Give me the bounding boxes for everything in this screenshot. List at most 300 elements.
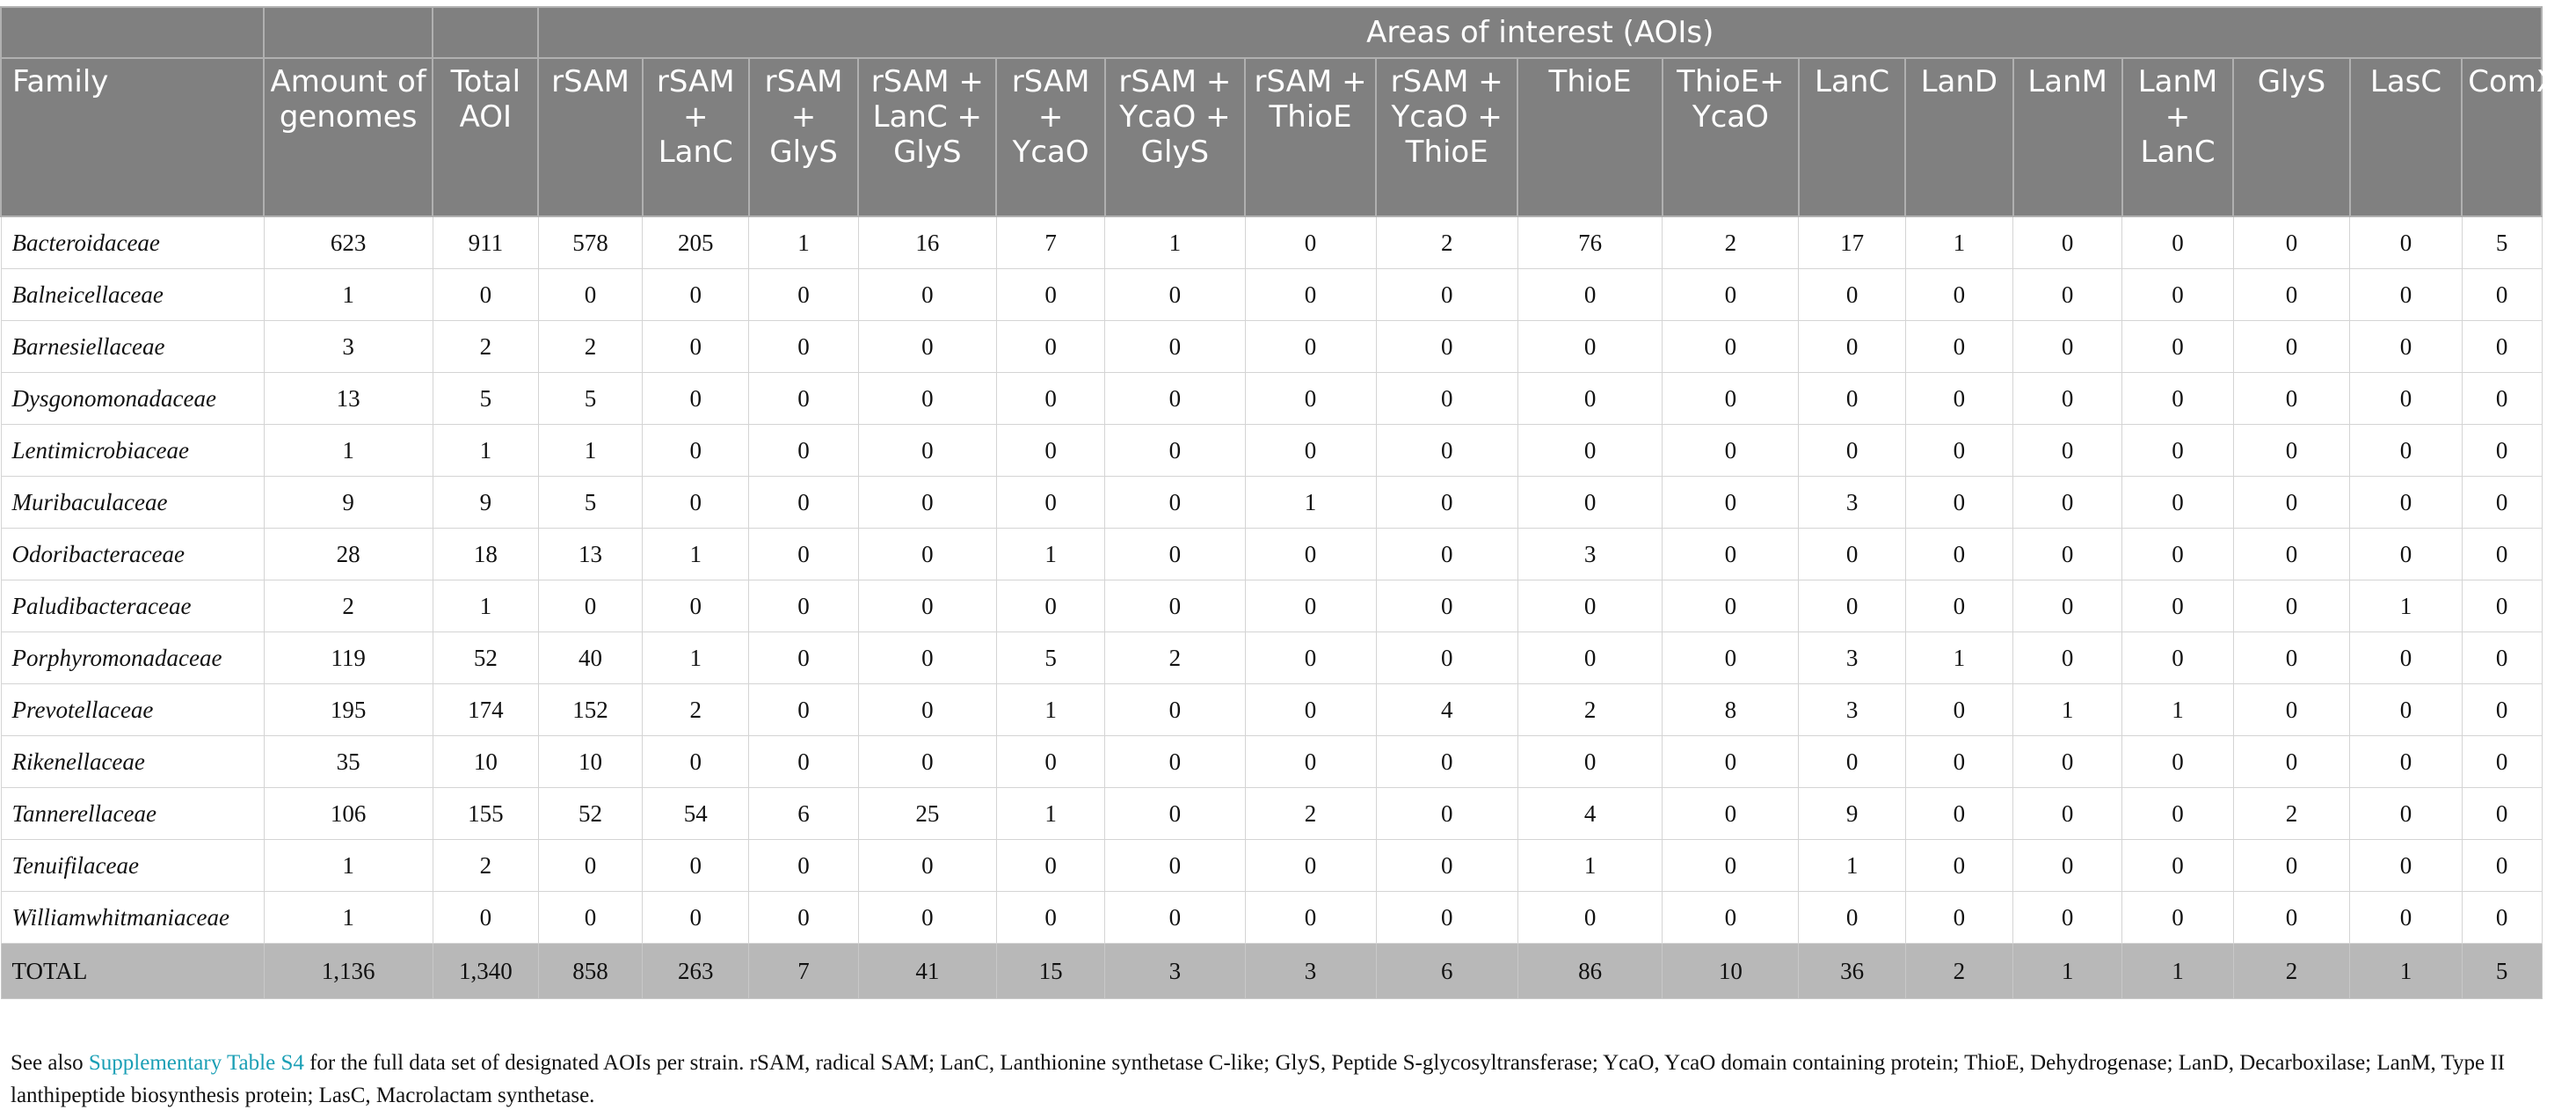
cell-rsam-ycao-thioe: 6 <box>1376 944 1517 999</box>
cell-rsam-ycao-glys: 0 <box>1105 529 1245 580</box>
column-header-rsam-thioe: rSAM + ThioE <box>1245 58 1376 216</box>
cell-rsam-glys: 0 <box>749 632 858 684</box>
cell-thioe-ycao: 0 <box>1663 736 1799 788</box>
cell-thioe: 0 <box>1517 425 1662 477</box>
cell-thioe: 0 <box>1517 477 1662 529</box>
cell-rsam-ycao: 0 <box>996 892 1104 944</box>
cell-lanm: 0 <box>2013 788 2122 840</box>
column-header-lanc: LanC <box>1799 58 1905 216</box>
cell-thioe-ycao: 8 <box>1663 684 1799 736</box>
cell-rsam-glys: 6 <box>749 788 858 840</box>
cell-amount-of-genomes: 2 <box>264 580 433 632</box>
cell-amount-of-genomes: 623 <box>264 216 433 269</box>
cell-lanm-lanc: 0 <box>2122 840 2233 892</box>
cell-lanc: 0 <box>1799 373 1905 425</box>
cell-rsam-lanc: 0 <box>643 269 749 321</box>
cell-rsam-thioe: 0 <box>1245 373 1376 425</box>
cell-rsam-glys: 0 <box>749 373 858 425</box>
table-footnote <box>11 1047 2525 1112</box>
cell-lasc: 0 <box>2350 425 2462 477</box>
cell-thioe: 2 <box>1517 684 1662 736</box>
cell-rsam-ycao: 0 <box>996 373 1104 425</box>
cell-rsam-lanc-glys: 41 <box>858 944 996 999</box>
cell-lanm: 0 <box>2013 736 2122 788</box>
cell-glys: 0 <box>2233 580 2350 632</box>
cell-rsam-glys: 0 <box>749 580 858 632</box>
cell-rsam-ycao-thioe: 0 <box>1376 632 1517 684</box>
cell-lanm: 0 <box>2013 892 2122 944</box>
cell-rsam-lanc-glys: 0 <box>858 840 996 892</box>
cell-rsam: 0 <box>538 269 642 321</box>
cell-rsam-ycao-thioe: 0 <box>1376 580 1517 632</box>
cell-comx1: 0 <box>2462 684 2542 736</box>
cell-glys: 0 <box>2233 529 2350 580</box>
cell-land: 0 <box>1905 321 2012 373</box>
cell-rsam-ycao-thioe: 0 <box>1376 477 1517 529</box>
family-name: Bacteroidaceae <box>1 216 264 269</box>
cell-rsam-lanc: 263 <box>643 944 749 999</box>
cell-rsam: 0 <box>538 580 642 632</box>
cell-comx1: 0 <box>2462 892 2542 944</box>
cell-thioe-ycao: 0 <box>1663 321 1799 373</box>
cell-glys: 0 <box>2233 892 2350 944</box>
cell-lasc: 0 <box>2350 788 2462 840</box>
cell-rsam-glys: 0 <box>749 425 858 477</box>
cell-rsam-ycao: 1 <box>996 788 1104 840</box>
cell-total-aoi: 2 <box>433 321 538 373</box>
cell-amount-of-genomes: 1,136 <box>264 944 433 999</box>
cell-amount-of-genomes: 13 <box>264 373 433 425</box>
cell-rsam-glys: 0 <box>749 529 858 580</box>
cell-thioe: 0 <box>1517 580 1662 632</box>
cell-glys: 0 <box>2233 269 2350 321</box>
cell-rsam: 0 <box>538 840 642 892</box>
cell-rsam-thioe: 0 <box>1245 321 1376 373</box>
cell-rsam-ycao: 5 <box>996 632 1104 684</box>
column-header-rsam-lanc-glys: rSAM + LanC + GlyS <box>858 58 996 216</box>
cell-rsam-ycao-thioe: 0 <box>1376 788 1517 840</box>
family-name: Prevotellaceae <box>1 684 264 736</box>
aoi-table <box>0 6 2576 999</box>
cell-glys: 0 <box>2233 216 2350 269</box>
cell-land: 0 <box>1905 580 2012 632</box>
cell-total-aoi: 18 <box>433 529 538 580</box>
cell-rsam-lanc-glys: 0 <box>858 684 996 736</box>
cell-thioe-ycao: 0 <box>1663 788 1799 840</box>
cell-glys: 0 <box>2233 373 2350 425</box>
cell-lanm: 0 <box>2013 373 2122 425</box>
family-name: Tannerellaceae <box>1 788 264 840</box>
cell-thioe: 4 <box>1517 788 1662 840</box>
cell-thioe-ycao: 0 <box>1663 529 1799 580</box>
cell-rsam-glys: 0 <box>749 684 858 736</box>
cell-lanm-lanc: 1 <box>2122 684 2233 736</box>
cell-rsam-thioe: 3 <box>1245 944 1376 999</box>
cell-thioe-ycao: 0 <box>1663 892 1799 944</box>
cell-amount-of-genomes: 28 <box>264 529 433 580</box>
cell-amount-of-genomes: 119 <box>264 632 433 684</box>
cell-land: 0 <box>1905 892 2012 944</box>
group-header-row <box>1 7 2542 58</box>
cell-comx1: 0 <box>2462 736 2542 788</box>
cell-rsam-glys: 1 <box>749 216 858 269</box>
cell-rsam-lanc-glys: 0 <box>858 269 996 321</box>
cell-rsam-ycao: 0 <box>996 477 1104 529</box>
table-row <box>1 321 2542 373</box>
cell-lanm-lanc: 0 <box>2122 892 2233 944</box>
cell-rsam-ycao-thioe: 4 <box>1376 684 1517 736</box>
cell-rsam-ycao-thioe: 0 <box>1376 736 1517 788</box>
cell-amount-of-genomes: 195 <box>264 684 433 736</box>
table-row <box>1 788 2542 840</box>
cell-thioe-ycao: 10 <box>1663 944 1799 999</box>
cell-lanm: 0 <box>2013 580 2122 632</box>
cell-lanc: 0 <box>1799 736 1905 788</box>
cell-amount-of-genomes: 9 <box>264 477 433 529</box>
cell-comx1: 0 <box>2462 580 2542 632</box>
cell-land: 2 <box>1905 944 2012 999</box>
table-row <box>1 216 2542 269</box>
cell-lanm: 0 <box>2013 269 2122 321</box>
cell-rsam-thioe: 0 <box>1245 580 1376 632</box>
cell-rsam: 0 <box>538 892 642 944</box>
cell-rsam-ycao-glys: 0 <box>1105 321 1245 373</box>
cell-lanc: 36 <box>1799 944 1905 999</box>
cell-comx1: 0 <box>2462 269 2542 321</box>
cell-lanm-lanc: 0 <box>2122 216 2233 269</box>
column-header-family: Family <box>1 58 264 216</box>
cell-thioe-ycao: 0 <box>1663 269 1799 321</box>
cell-thioe: 0 <box>1517 269 1662 321</box>
cell-total-aoi: 10 <box>433 736 538 788</box>
table-row <box>1 269 2542 321</box>
cell-rsam-thioe: 0 <box>1245 269 1376 321</box>
cell-rsam-thioe: 0 <box>1245 840 1376 892</box>
cell-comx1: 0 <box>2462 529 2542 580</box>
cell-rsam-ycao-glys: 1 <box>1105 216 1245 269</box>
cell-rsam-lanc-glys: 25 <box>858 788 996 840</box>
cell-thioe: 0 <box>1517 736 1662 788</box>
cell-lanm: 0 <box>2013 425 2122 477</box>
cell-rsam-ycao-glys: 3 <box>1105 944 1245 999</box>
table-row <box>1 529 2542 580</box>
cell-thioe: 86 <box>1517 944 1662 999</box>
cell-total-aoi: 174 <box>433 684 538 736</box>
cell-rsam-ycao: 1 <box>996 684 1104 736</box>
cell-rsam-thioe: 0 <box>1245 736 1376 788</box>
cell-rsam: 2 <box>538 321 642 373</box>
cell-lanm-lanc: 0 <box>2122 580 2233 632</box>
cell-lanm-lanc: 0 <box>2122 529 2233 580</box>
cell-rsam-lanc-glys: 0 <box>858 632 996 684</box>
cell-thioe: 3 <box>1517 529 1662 580</box>
family-name: Odoribacteraceae <box>1 529 264 580</box>
cell-rsam-thioe: 0 <box>1245 529 1376 580</box>
cell-land: 0 <box>1905 736 2012 788</box>
total-label: TOTAL <box>1 944 264 999</box>
column-header-lanm-lanc: LanM + LanC <box>2122 58 2233 216</box>
column-header-lanm: LanM <box>2013 58 2122 216</box>
family-name: Rikenellaceae <box>1 736 264 788</box>
cell-rsam-glys: 0 <box>749 269 858 321</box>
column-header-lasc: LasC <box>2350 58 2462 216</box>
cell-amount-of-genomes: 1 <box>264 269 433 321</box>
cell-lasc: 0 <box>2350 529 2462 580</box>
cell-lanm-lanc: 0 <box>2122 736 2233 788</box>
cell-land: 0 <box>1905 788 2012 840</box>
cell-lasc: 0 <box>2350 684 2462 736</box>
cell-rsam-thioe: 2 <box>1245 788 1376 840</box>
cell-rsam: 858 <box>538 944 642 999</box>
cell-amount-of-genomes: 35 <box>264 736 433 788</box>
cell-rsam-lanc: 0 <box>643 373 749 425</box>
cell-rsam-lanc-glys: 0 <box>858 580 996 632</box>
cell-lanm: 0 <box>2013 840 2122 892</box>
column-header-amount-of-genomes: Amount of genomes <box>264 58 433 216</box>
cell-lanm-lanc: 0 <box>2122 425 2233 477</box>
cell-rsam-ycao: 0 <box>996 736 1104 788</box>
cell-glys: 0 <box>2233 840 2350 892</box>
table-row <box>1 684 2542 736</box>
cell-lanc: 0 <box>1799 269 1905 321</box>
cell-lasc: 0 <box>2350 892 2462 944</box>
cell-land: 1 <box>1905 632 2012 684</box>
cell-lanc: 0 <box>1799 425 1905 477</box>
cell-rsam-lanc: 1 <box>643 632 749 684</box>
table-body <box>1 216 2542 999</box>
cell-lanm-lanc: 0 <box>2122 269 2233 321</box>
cell-rsam-ycao-glys: 0 <box>1105 788 1245 840</box>
footnote-text: for the full data set of designated AOIs per strain. rSAM, radical SAM; LanC, Lanthionine synthetase C-like; GlyS, Peptide S-glycosyltransferase; YcaO, YcaO domain containing protein; ThioE, Dehydrogenase; LanD, Decarboxilase; LanM, Type II lanthipeptide biosynthesis protein; LasC, Macrolactam synthetase. <box>11 1051 2506 1107</box>
cell-rsam-ycao-thioe: 0 <box>1376 321 1517 373</box>
cell-rsam-ycao: 7 <box>996 216 1104 269</box>
cell-lanm-lanc: 0 <box>2122 477 2233 529</box>
column-header-comx1: ComX1 <box>2462 58 2542 216</box>
cell-lanm-lanc: 0 <box>2122 321 2233 373</box>
cell-rsam-ycao-thioe: 0 <box>1376 269 1517 321</box>
cell-rsam-lanc: 0 <box>643 580 749 632</box>
cell-rsam-lanc: 1 <box>643 529 749 580</box>
table-row <box>1 892 2542 944</box>
cell-lanm-lanc: 0 <box>2122 788 2233 840</box>
cell-total-aoi: 1 <box>433 580 538 632</box>
cell-rsam-glys: 7 <box>749 944 858 999</box>
cell-rsam-glys: 0 <box>749 840 858 892</box>
cell-lanc: 3 <box>1799 632 1905 684</box>
cell-total-aoi: 1 <box>433 425 538 477</box>
cell-lasc: 0 <box>2350 216 2462 269</box>
cell-thioe-ycao: 2 <box>1663 216 1799 269</box>
cell-rsam-thioe: 0 <box>1245 425 1376 477</box>
blank-header-cell <box>1 7 264 58</box>
column-header-rsam-ycao: rSAM + YcaO <box>996 58 1104 216</box>
cell-rsam-ycao-glys: 0 <box>1105 269 1245 321</box>
cell-thioe: 0 <box>1517 892 1662 944</box>
cell-amount-of-genomes: 106 <box>264 788 433 840</box>
cell-lanm-lanc: 1 <box>2122 944 2233 999</box>
cell-rsam-lanc: 0 <box>643 736 749 788</box>
supplementary-table-link[interactable]: Supplementary Table S4 <box>88 1051 304 1075</box>
cell-comx1: 0 <box>2462 840 2542 892</box>
cell-rsam-lanc: 205 <box>643 216 749 269</box>
cell-glys: 0 <box>2233 736 2350 788</box>
cell-rsam-thioe: 0 <box>1245 632 1376 684</box>
column-header-rsam-ycao-glys: rSAM + YcaO + GlyS <box>1105 58 1245 216</box>
cell-comx1: 0 <box>2462 321 2542 373</box>
cell-lasc: 0 <box>2350 477 2462 529</box>
cell-thioe-ycao: 0 <box>1663 373 1799 425</box>
cell-total-aoi: 52 <box>433 632 538 684</box>
cell-lanm: 0 <box>2013 477 2122 529</box>
cell-lanc: 0 <box>1799 529 1905 580</box>
cell-land: 0 <box>1905 269 2012 321</box>
cell-land: 0 <box>1905 425 2012 477</box>
cell-glys: 0 <box>2233 477 2350 529</box>
cell-lanm: 1 <box>2013 944 2122 999</box>
cell-total-aoi: 1,340 <box>433 944 538 999</box>
blank-header-cell <box>264 7 433 58</box>
family-name: Lentimicrobiaceae <box>1 425 264 477</box>
cell-total-aoi: 0 <box>433 269 538 321</box>
cell-rsam-lanc: 0 <box>643 840 749 892</box>
cell-lasc: 0 <box>2350 373 2462 425</box>
family-name: Muribaculaceae <box>1 477 264 529</box>
cell-lanm-lanc: 0 <box>2122 632 2233 684</box>
cell-rsam-lanc-glys: 0 <box>858 477 996 529</box>
cell-lasc: 0 <box>2350 736 2462 788</box>
column-header-thioe-ycao: ThioE+ YcaO <box>1663 58 1799 216</box>
cell-comx1: 5 <box>2462 944 2542 999</box>
cell-amount-of-genomes: 1 <box>264 425 433 477</box>
cell-lanc: 0 <box>1799 580 1905 632</box>
cell-rsam-ycao-glys: 0 <box>1105 477 1245 529</box>
cell-amount-of-genomes: 1 <box>264 892 433 944</box>
family-name: Tenuifilaceae <box>1 840 264 892</box>
cell-rsam-glys: 0 <box>749 321 858 373</box>
cell-rsam-glys: 0 <box>749 736 858 788</box>
cell-rsam-ycao-thioe: 0 <box>1376 373 1517 425</box>
cell-thioe-ycao: 0 <box>1663 632 1799 684</box>
cell-rsam: 10 <box>538 736 642 788</box>
cell-lanm: 0 <box>2013 321 2122 373</box>
cell-rsam: 13 <box>538 529 642 580</box>
cell-rsam: 578 <box>538 216 642 269</box>
cell-rsam-ycao-glys: 0 <box>1105 373 1245 425</box>
cell-thioe: 1 <box>1517 840 1662 892</box>
cell-rsam-ycao-thioe: 0 <box>1376 425 1517 477</box>
cell-lasc: 0 <box>2350 840 2462 892</box>
family-name: Barnesiellaceae <box>1 321 264 373</box>
cell-thioe-ycao: 0 <box>1663 840 1799 892</box>
cell-lanm-lanc: 0 <box>2122 373 2233 425</box>
column-header-total-aoi: Total AOI <box>433 58 538 216</box>
cell-rsam-lanc-glys: 0 <box>858 321 996 373</box>
cell-land: 1 <box>1905 216 2012 269</box>
column-header-thioe: ThioE <box>1517 58 1662 216</box>
cell-rsam-lanc-glys: 0 <box>858 892 996 944</box>
cell-rsam-ycao-glys: 0 <box>1105 736 1245 788</box>
cell-comx1: 0 <box>2462 373 2542 425</box>
cell-rsam-lanc: 0 <box>643 425 749 477</box>
table-row <box>1 580 2542 632</box>
cell-thioe: 0 <box>1517 632 1662 684</box>
cell-rsam-ycao-glys: 0 <box>1105 684 1245 736</box>
cell-rsam: 1 <box>538 425 642 477</box>
column-header-land: LanD <box>1905 58 2012 216</box>
cell-rsam: 5 <box>538 373 642 425</box>
cell-thioe-ycao: 0 <box>1663 425 1799 477</box>
total-row <box>1 944 2542 999</box>
table-row <box>1 425 2542 477</box>
cell-rsam-thioe: 0 <box>1245 892 1376 944</box>
table-row <box>1 373 2542 425</box>
cell-comx1: 0 <box>2462 477 2542 529</box>
cell-glys: 0 <box>2233 425 2350 477</box>
cell-lanc: 3 <box>1799 684 1905 736</box>
cell-rsam-ycao-glys: 0 <box>1105 892 1245 944</box>
cell-rsam-thioe: 0 <box>1245 684 1376 736</box>
cell-lanm: 0 <box>2013 216 2122 269</box>
cell-lanm: 1 <box>2013 684 2122 736</box>
column-header-rsam: rSAM <box>538 58 642 216</box>
cell-glys: 0 <box>2233 632 2350 684</box>
cell-rsam-ycao-thioe: 0 <box>1376 529 1517 580</box>
column-header-row <box>1 58 2542 216</box>
cell-lanc: 1 <box>1799 840 1905 892</box>
cell-glys: 0 <box>2233 321 2350 373</box>
cell-land: 0 <box>1905 840 2012 892</box>
cell-rsam-lanc-glys: 0 <box>858 736 996 788</box>
cell-amount-of-genomes: 3 <box>264 321 433 373</box>
cell-rsam: 5 <box>538 477 642 529</box>
cell-total-aoi: 2 <box>433 840 538 892</box>
cell-rsam: 40 <box>538 632 642 684</box>
cell-lanm: 0 <box>2013 529 2122 580</box>
cell-lasc: 0 <box>2350 632 2462 684</box>
cell-rsam-ycao-glys: 0 <box>1105 840 1245 892</box>
cell-lanc: 17 <box>1799 216 1905 269</box>
column-header-rsam-lanc: rSAM + LanC <box>643 58 749 216</box>
cell-lasc: 1 <box>2350 944 2462 999</box>
cell-rsam-thioe: 1 <box>1245 477 1376 529</box>
cell-rsam-ycao: 0 <box>996 269 1104 321</box>
cell-rsam-ycao-thioe: 0 <box>1376 892 1517 944</box>
cell-rsam-ycao: 15 <box>996 944 1104 999</box>
cell-total-aoi: 5 <box>433 373 538 425</box>
family-name: Williamwhitmaniaceae <box>1 892 264 944</box>
blank-header-cell <box>433 7 538 58</box>
cell-rsam: 52 <box>538 788 642 840</box>
aoi-group-header: Areas of interest (AOIs) <box>538 7 2542 58</box>
cell-lanc: 0 <box>1799 321 1905 373</box>
cell-rsam-glys: 0 <box>749 892 858 944</box>
cell-comx1: 0 <box>2462 425 2542 477</box>
column-header-rsam-glys: rSAM + GlyS <box>749 58 858 216</box>
cell-total-aoi: 155 <box>433 788 538 840</box>
column-header-rsam-ycao-thioe: rSAM + YcaO + ThioE <box>1376 58 1517 216</box>
cell-rsam-lanc: 0 <box>643 892 749 944</box>
cell-rsam-lanc: 2 <box>643 684 749 736</box>
cell-rsam-lanc-glys: 16 <box>858 216 996 269</box>
cell-rsam-ycao: 0 <box>996 321 1104 373</box>
cell-land: 0 <box>1905 684 2012 736</box>
cell-rsam-glys: 0 <box>749 477 858 529</box>
column-header-glys: GlyS <box>2233 58 2350 216</box>
cell-lanc: 0 <box>1799 892 1905 944</box>
cell-thioe: 0 <box>1517 321 1662 373</box>
cell-rsam-ycao: 0 <box>996 840 1104 892</box>
cell-glys: 2 <box>2233 944 2350 999</box>
